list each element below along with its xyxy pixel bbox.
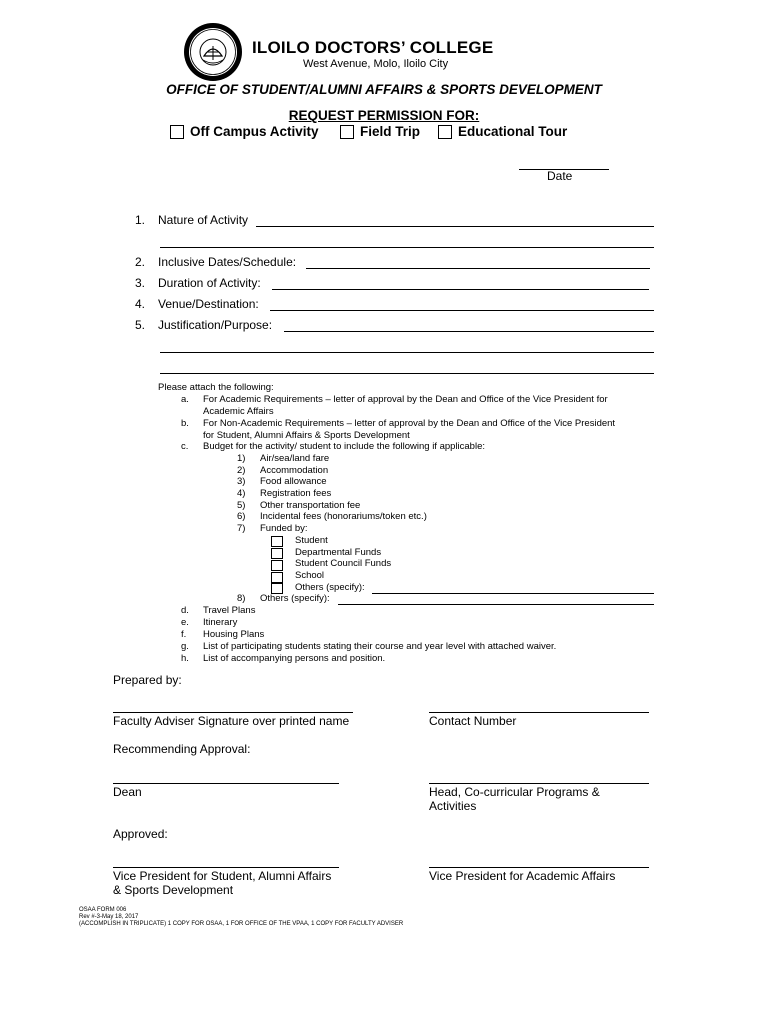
others-line[interactable] bbox=[338, 604, 654, 605]
field-label-justification: Justification/Purpose: bbox=[158, 318, 273, 332]
attach-item-c: Budget for the activity/ student to include the following if applicable: bbox=[203, 441, 486, 452]
checkbox-student-council[interactable] bbox=[271, 560, 283, 571]
funded-label: Departmental Funds bbox=[295, 547, 382, 558]
field-number: 2. bbox=[135, 255, 146, 269]
attach-letter: f. bbox=[181, 629, 187, 640]
field-line-venue[interactable] bbox=[270, 310, 654, 311]
checkbox-school[interactable] bbox=[271, 572, 283, 583]
option-label: Off Campus Activity bbox=[190, 124, 319, 139]
college-name: ILOILO DOCTORS’ COLLEGE bbox=[252, 38, 494, 57]
prepared-by-label: Prepared by: bbox=[113, 673, 182, 687]
vp-student-label-line2: & Sports Development bbox=[113, 883, 234, 897]
budget-num: 8) bbox=[237, 593, 246, 604]
head-label-line1: Head, Co-curricular Programs & bbox=[429, 785, 600, 799]
field-label-dates: Inclusive Dates/Schedule: bbox=[158, 255, 297, 269]
field-label-venue: Venue/Destination: bbox=[158, 297, 259, 311]
head-label-line2: Activities bbox=[429, 799, 477, 813]
option-educational-tour[interactable] bbox=[438, 124, 567, 139]
attach-letter: b. bbox=[181, 418, 189, 429]
attach-letter: h. bbox=[181, 653, 189, 664]
budget-item: Others (specify): bbox=[260, 593, 330, 604]
budget-item: Food allowance bbox=[260, 476, 327, 487]
request-title: REQUEST PERMISSION FOR: bbox=[288, 108, 480, 123]
funded-label: Others (specify): bbox=[295, 582, 365, 593]
checkbox-icon[interactable] bbox=[170, 125, 184, 139]
attach-letter: d. bbox=[181, 605, 189, 616]
budget-num: 1) bbox=[237, 453, 246, 464]
budget-num: 3) bbox=[237, 476, 246, 487]
field-line-duration[interactable] bbox=[272, 289, 649, 290]
footer-form-code: OSAA FORM 006 bbox=[79, 907, 127, 913]
head-signature-line[interactable] bbox=[429, 783, 649, 784]
attach-letter: c. bbox=[181, 441, 189, 452]
checkbox-student[interactable] bbox=[271, 536, 283, 547]
faculty-signature-line[interactable] bbox=[113, 712, 353, 713]
attach-item: Travel Plans bbox=[203, 605, 256, 616]
faculty-adviser-label: Faculty Adviser Signature over printed name bbox=[113, 714, 350, 728]
field-number: 1. bbox=[135, 213, 146, 227]
field-line-nature-2[interactable] bbox=[160, 247, 654, 248]
office-title: OFFICE OF STUDENT/ALUMNI AFFAIRS & SPORTS DEVELOPMENT bbox=[166, 82, 602, 97]
attach-item-b-line2: for Student, Alumni Affairs & Sports Development bbox=[203, 430, 410, 441]
dean-signature-line[interactable] bbox=[113, 783, 339, 784]
field-line-justification[interactable] bbox=[284, 331, 654, 332]
college-address: West Avenue, Molo, Iloilo City bbox=[303, 58, 449, 70]
field-label-nature: Nature of Activity bbox=[158, 213, 249, 227]
field-line-justification-2[interactable] bbox=[160, 352, 654, 353]
budget-num: 5) bbox=[237, 500, 246, 511]
budget-item: Funded by: bbox=[260, 523, 308, 534]
option-label: Educational Tour bbox=[458, 124, 568, 139]
budget-item: Incidental fees (honorariums/token etc.) bbox=[260, 511, 427, 522]
checkbox-icon[interactable] bbox=[340, 125, 354, 139]
vp-academic-signature-line[interactable] bbox=[429, 867, 649, 868]
attach-letter: g. bbox=[181, 641, 189, 652]
budget-item: Other transportation fee bbox=[260, 500, 361, 511]
footer-revision: Rev #-3-May 18, 2017 bbox=[79, 914, 139, 920]
attach-item: Housing Plans bbox=[203, 629, 265, 640]
budget-num: 6) bbox=[237, 511, 246, 522]
field-number: 3. bbox=[135, 276, 146, 290]
field-line-nature[interactable] bbox=[256, 226, 654, 227]
attach-item-a-line2: Academic Affairs bbox=[203, 406, 274, 417]
others-specify-line[interactable] bbox=[372, 593, 654, 594]
option-field-trip[interactable] bbox=[340, 124, 420, 139]
budget-num: 7) bbox=[237, 523, 246, 534]
field-number: 4. bbox=[135, 297, 146, 311]
budget-item: Air/sea/land fare bbox=[260, 453, 330, 464]
attach-intro: Please attach the following: bbox=[158, 382, 274, 393]
footer-note: (ACCOMPLISH IN TRIPLICATE) 1 COPY FOR OSAA, 1 FOR OFFICE OF THE VPAA, 1 COPY FOR FACULTY ADVISER bbox=[79, 921, 404, 927]
field-line-dates[interactable] bbox=[306, 268, 650, 269]
attach-item-a-line1: For Academic Requirements – letter of approval by the Dean and Office of the Vice President for bbox=[203, 394, 608, 405]
field-number: 5. bbox=[135, 318, 146, 332]
attach-item: List of accompanying persons and position. bbox=[203, 653, 386, 664]
option-label: Field Trip bbox=[360, 124, 421, 139]
funded-label: Student bbox=[295, 535, 328, 546]
attach-item: Itinerary bbox=[203, 617, 238, 628]
checkbox-departmental[interactable] bbox=[271, 548, 283, 559]
budget-num: 2) bbox=[237, 465, 246, 476]
funded-label: School bbox=[295, 570, 325, 581]
vp-academic-label: Vice President for Academic Affairs bbox=[429, 869, 616, 883]
vp-student-signature-line[interactable] bbox=[113, 867, 339, 868]
budget-num: 4) bbox=[237, 488, 246, 499]
attach-item: List of participating students stating their course and year level with attached waiver. bbox=[203, 641, 557, 652]
attach-letter: e. bbox=[181, 617, 189, 628]
budget-item: Accommodation bbox=[260, 465, 329, 476]
contact-number-line[interactable] bbox=[429, 712, 649, 713]
checkbox-icon[interactable] bbox=[438, 125, 452, 139]
budget-item: Registration fees bbox=[260, 488, 332, 499]
vp-student-label-line1: Vice President for Student, Alumni Affairs bbox=[113, 869, 332, 883]
field-label-duration: Duration of Activity: bbox=[158, 276, 261, 290]
college-seal-logo bbox=[183, 22, 243, 82]
recommending-approval-label: Recommending Approval: bbox=[113, 742, 251, 756]
field-line-justification-3[interactable] bbox=[160, 373, 654, 374]
attach-letter: a. bbox=[181, 394, 189, 405]
approved-label: Approved: bbox=[113, 827, 168, 841]
dean-label: Dean bbox=[113, 785, 142, 799]
date-label: Date bbox=[547, 169, 573, 183]
option-off-campus[interactable] bbox=[170, 124, 319, 139]
funded-label: Student Council Funds bbox=[295, 558, 392, 569]
attach-item-b-line1: For Non-Academic Requirements – letter of approval by the Dean and Office of the Vice President bbox=[203, 418, 616, 429]
contact-number-label: Contact Number bbox=[429, 714, 517, 728]
